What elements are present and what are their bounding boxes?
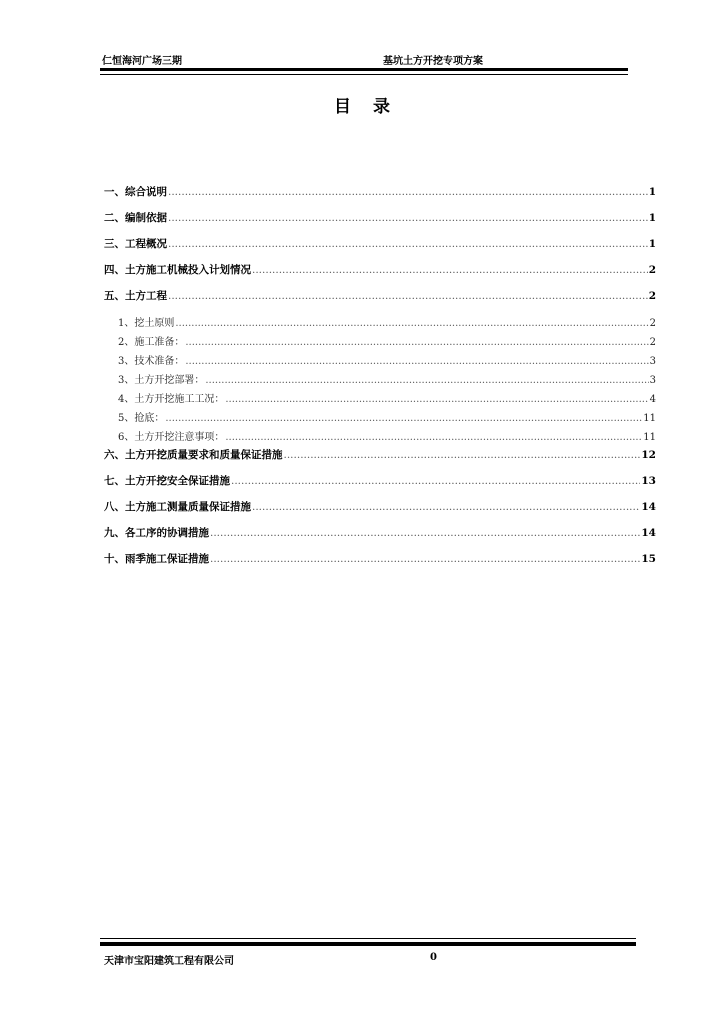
toc-entry-page: 4 bbox=[649, 394, 656, 405]
footer-page-number: 0 bbox=[430, 952, 437, 963]
toc-entry-page: 2 bbox=[649, 318, 656, 329]
header-rule-thin bbox=[100, 74, 628, 75]
toc-entry-page: 1 bbox=[648, 238, 656, 250]
toc-entry-page: 3 bbox=[649, 356, 656, 367]
toc-entry-label: 八、土方施工测量质量保证措施 bbox=[104, 501, 251, 513]
toc-entry-label: 2、施工准备： bbox=[118, 337, 185, 348]
toc-dot-leader bbox=[210, 553, 640, 565]
toc-dot-leader bbox=[168, 238, 648, 250]
toc-dot-leader bbox=[185, 356, 648, 367]
toc-entry-page: 15 bbox=[641, 553, 656, 565]
toc-dot-leader bbox=[175, 318, 648, 329]
toc-dot-leader bbox=[225, 432, 642, 443]
toc-dot-leader bbox=[168, 186, 648, 198]
toc-entry[interactable] bbox=[104, 236, 656, 262]
toc-entry-label: 十、雨季施工保证措施 bbox=[104, 553, 209, 565]
toc-entry-label: 6、土方开挖注意事项： bbox=[118, 432, 225, 443]
toc-entry-label: 3、技术准备： bbox=[118, 356, 185, 367]
toc-entry-page: 12 bbox=[641, 449, 656, 461]
toc-dot-leader bbox=[185, 337, 648, 348]
toc-entry[interactable] bbox=[104, 184, 656, 210]
toc-entry-label: 1、挖土原则 bbox=[118, 318, 175, 329]
toc-dot-leader bbox=[284, 449, 641, 461]
toc-dot-leader bbox=[231, 475, 640, 487]
footer-rule-thin bbox=[100, 938, 636, 939]
toc-entry-label: 七、土方开挖安全保证措施 bbox=[104, 475, 230, 487]
toc-entry-label: 九、各工序的协调措施 bbox=[104, 527, 209, 539]
toc-entry[interactable] bbox=[104, 447, 656, 473]
toc-dot-leader bbox=[165, 413, 642, 424]
toc-dot-leader bbox=[168, 290, 648, 302]
toc-entry-page: 2 bbox=[649, 337, 656, 348]
page-title: 目录 bbox=[334, 97, 412, 117]
toc-entry-label: 四、土方施工机械投入计划情况 bbox=[104, 264, 251, 276]
toc-entry-label: 3、土方开挖部署： bbox=[118, 375, 205, 386]
toc-entry-page: 13 bbox=[641, 475, 656, 487]
toc-entry-page: 14 bbox=[641, 527, 656, 539]
toc-entry-label: 5、抢底： bbox=[118, 413, 165, 424]
toc-entry[interactable] bbox=[104, 525, 656, 551]
footer-rule bbox=[100, 942, 636, 946]
toc-entry-page: 1 bbox=[648, 186, 656, 198]
toc-subentry[interactable] bbox=[104, 333, 656, 352]
toc-entry-page: 11 bbox=[643, 413, 656, 424]
toc-entry-page: 1 bbox=[648, 212, 656, 224]
toc-subentry[interactable] bbox=[104, 428, 656, 447]
toc-dot-leader bbox=[225, 394, 648, 405]
toc-entry[interactable] bbox=[104, 499, 656, 525]
toc-entry-label: 五、土方工程 bbox=[104, 290, 167, 302]
toc-entry-label: 4、土方开挖施工工况： bbox=[118, 394, 225, 405]
header-project: 仁恒海河广场三期 bbox=[102, 56, 182, 67]
toc-entry[interactable] bbox=[104, 551, 656, 577]
toc-subentry[interactable] bbox=[104, 390, 656, 409]
toc-entry-label: 二、编制依据 bbox=[104, 212, 167, 224]
toc-subentry[interactable] bbox=[104, 352, 656, 371]
toc-dot-leader bbox=[252, 264, 648, 276]
toc-subentry[interactable] bbox=[104, 371, 656, 390]
toc-entry-label: 三、工程概况 bbox=[104, 238, 167, 250]
toc-entry-label: 一、综合说明 bbox=[104, 186, 167, 198]
toc-entry-page: 11 bbox=[643, 432, 656, 443]
header-doc-title: 基坑土方开挖专项方案 bbox=[383, 56, 483, 67]
toc-entry[interactable] bbox=[104, 473, 656, 499]
toc-entry-page: 2 bbox=[648, 290, 656, 302]
toc-dot-leader bbox=[168, 212, 648, 224]
toc-entry-page: 14 bbox=[641, 501, 656, 513]
toc-entry-page: 2 bbox=[648, 264, 656, 276]
toc-entry[interactable] bbox=[104, 288, 656, 314]
toc-entry-label: 六、土方开挖质量要求和质量保证措施 bbox=[104, 449, 283, 461]
toc-subentry[interactable] bbox=[104, 314, 656, 333]
table-of-contents bbox=[104, 184, 656, 577]
toc-dot-leader bbox=[205, 375, 648, 386]
toc-entry[interactable] bbox=[104, 210, 656, 236]
toc-subentry[interactable] bbox=[104, 409, 656, 428]
footer-company: 天津市宝阳建筑工程有限公司 bbox=[104, 956, 234, 967]
page-footer bbox=[100, 952, 628, 968]
toc-dot-leader bbox=[252, 501, 640, 513]
toc-entry-page: 3 bbox=[649, 375, 656, 386]
header-rule bbox=[100, 68, 628, 71]
page-header bbox=[100, 50, 628, 66]
toc-dot-leader bbox=[210, 527, 640, 539]
toc-entry[interactable] bbox=[104, 262, 656, 288]
